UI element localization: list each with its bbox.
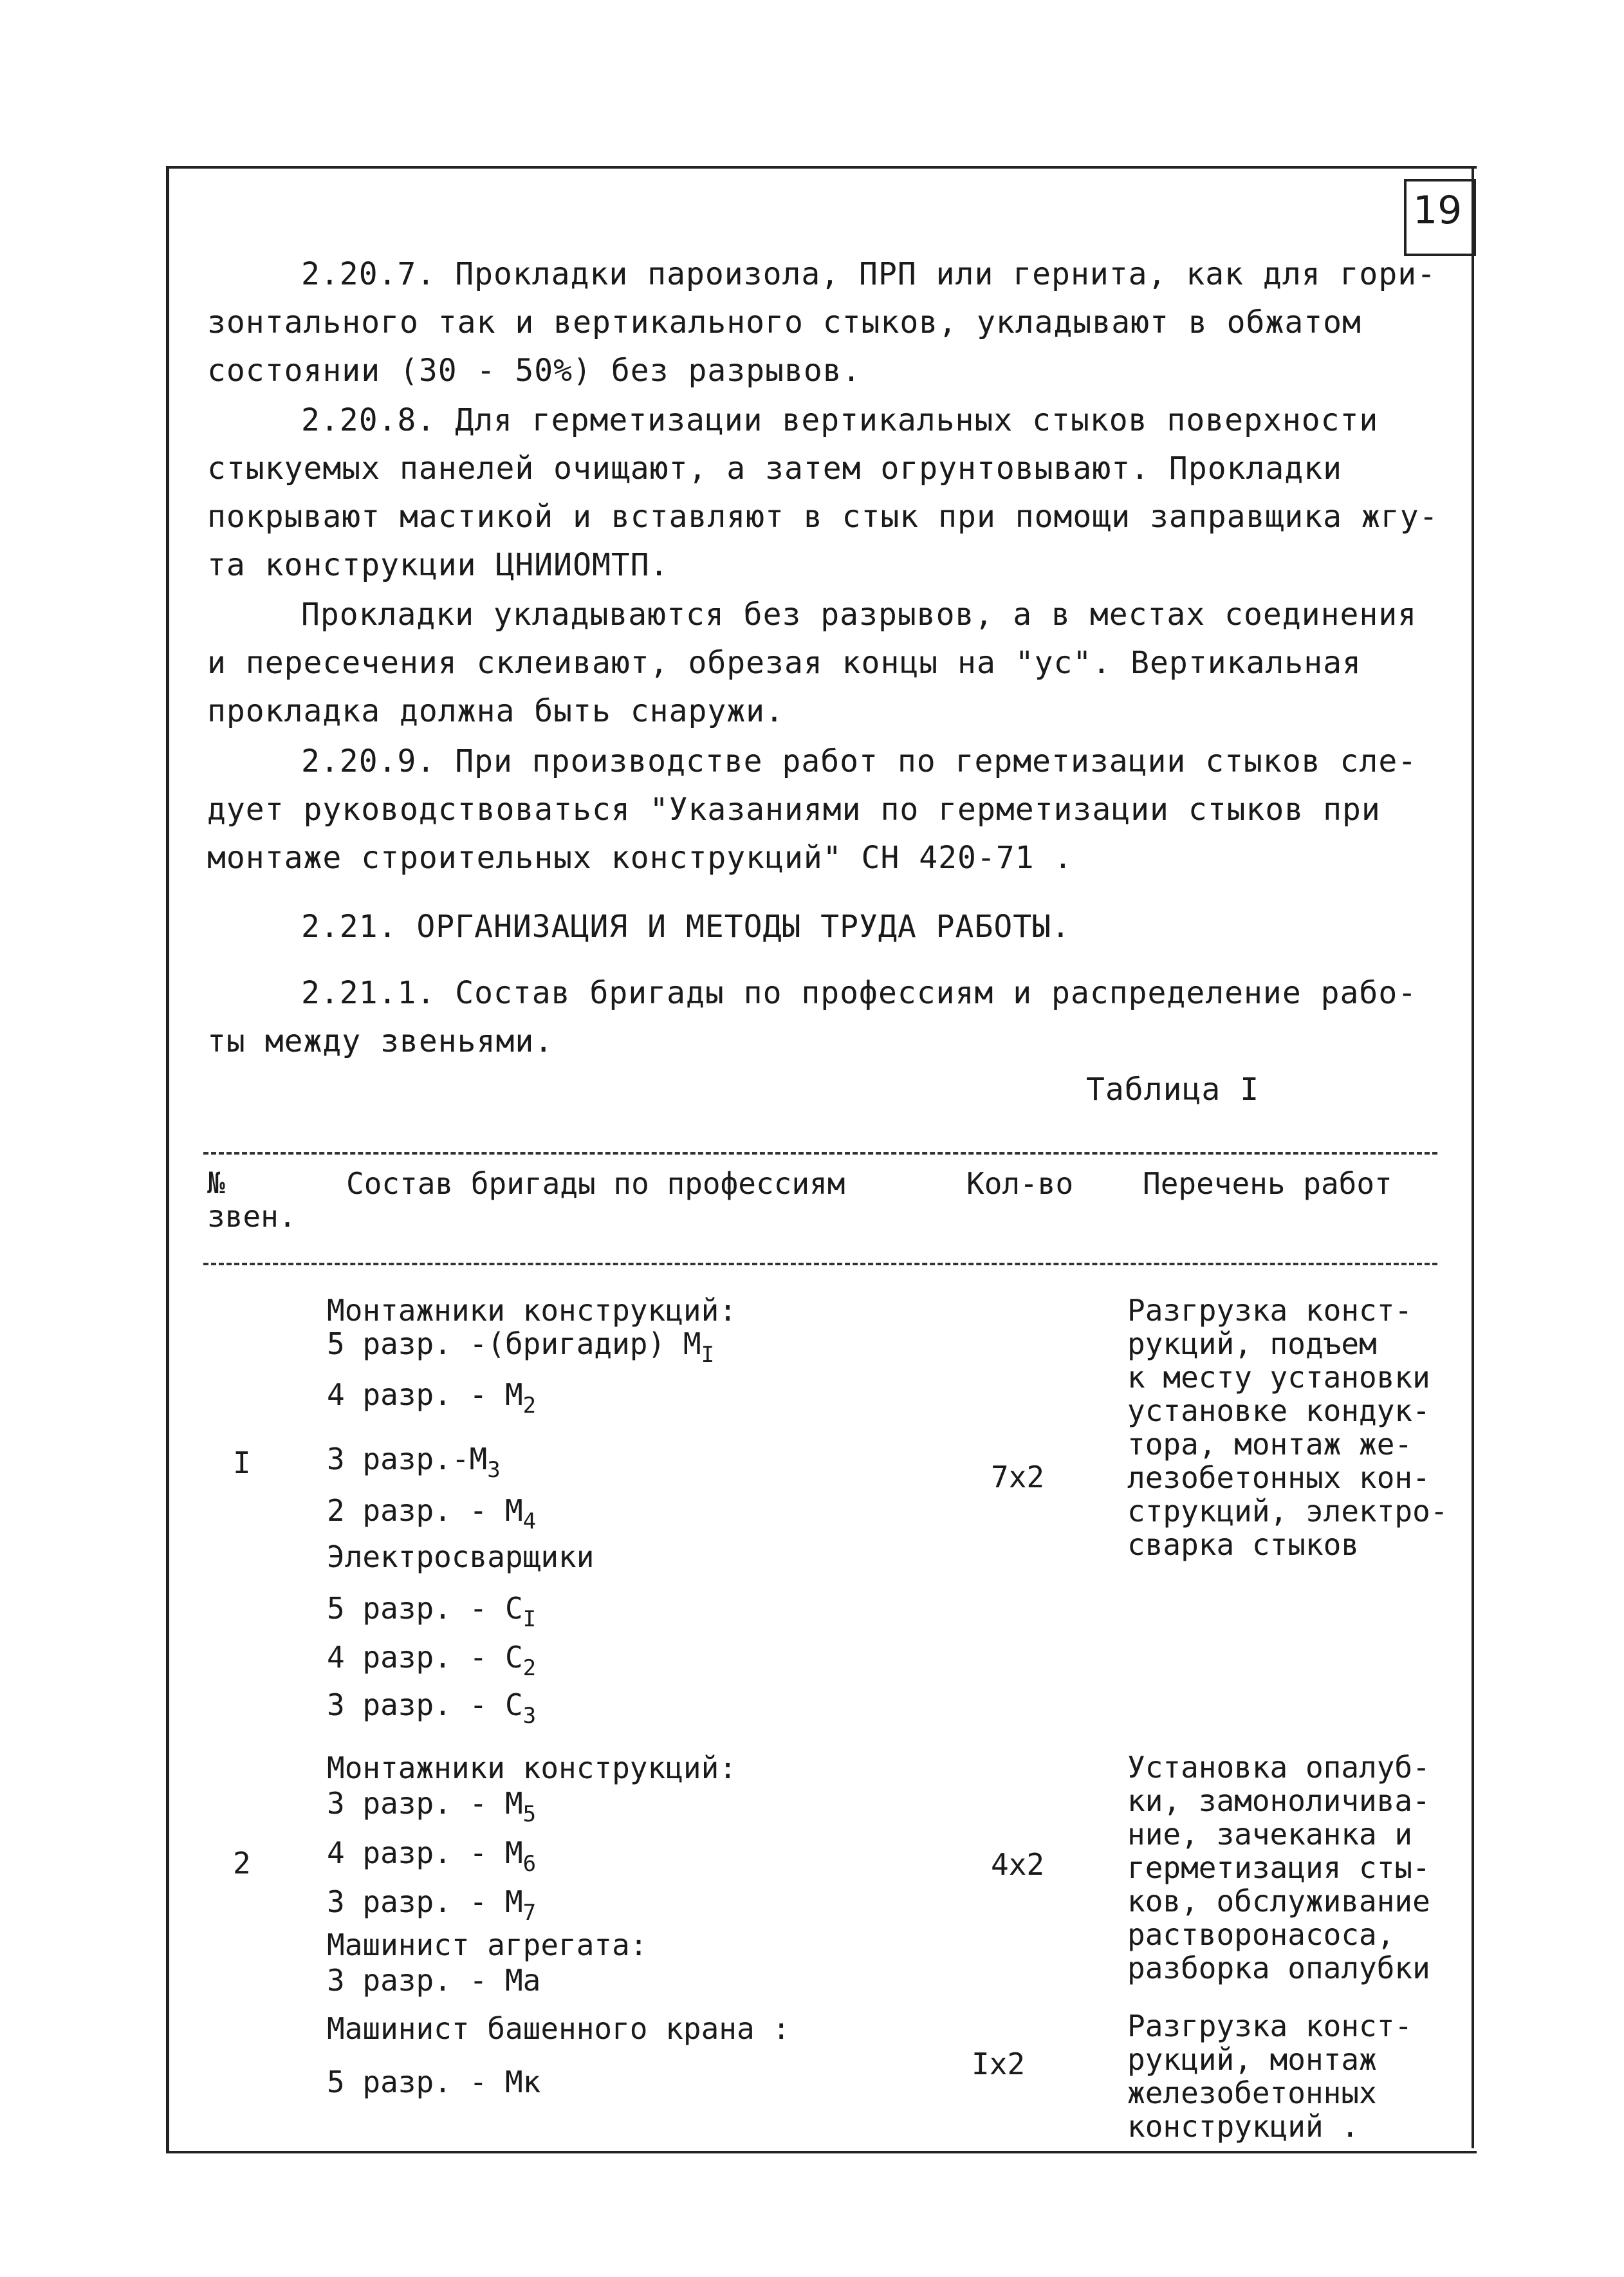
row-1-quantity: 7х2 [991, 1460, 1045, 1494]
row-1-comp-text: 4 разр. - С [327, 1640, 523, 1675]
page-frame-right-edge [1472, 166, 1474, 2148]
paragraph-2-20-8-line-2: стыкуемых панелей очищают, а затем огрунтовывают. Прокладки [207, 451, 1343, 487]
row-2-works-line: ки, замоноличива- [1127, 1783, 1430, 1818]
header-number-of-link [207, 1166, 296, 1233]
row-1-comp-text: 2 разр. - М [327, 1493, 523, 1528]
paragraph-prokladki-line-2: и пересечения склеивают, обрезая концы на "ус". Вертикальная [207, 645, 1361, 681]
row-1-comp-line-8 [327, 1640, 536, 1681]
paragraph-2-20-8-line-4: та конструкции ЦНИИОМТП. [207, 547, 669, 583]
row-2-works-line: герметизация сты- [1127, 1850, 1430, 1885]
header-composition: Состав бригады по профессиям [346, 1166, 845, 1201]
paragraph-2-20-8-line-1: 2.20.8. Для герметизации вертикальных стыков поверхности [301, 402, 1379, 438]
table-top-rule [203, 1152, 1437, 1155]
row-1-works-line: сварка стыков [1127, 1527, 1360, 1562]
row-1-comp-sub: 2 [522, 1393, 537, 1418]
row-1-comp-text: 4 разр. - М [327, 1377, 523, 1412]
page-number: 19 [1413, 188, 1463, 233]
table-header-bottom-rule [203, 1263, 1437, 1265]
paragraph-2-21-1-line-2: ты между звеньями. [207, 1023, 554, 1059]
row-2-comp-text: 3 разр. - М [327, 1786, 523, 1821]
row-2-works [1127, 1751, 1430, 1985]
row-1-comp-sub: 3 [522, 1703, 537, 1729]
row-2-comp-line-5: Машинист агрегата: [327, 1928, 648, 1962]
table-caption: Таблица I [1086, 1072, 1260, 1108]
header-link-label: звен. [207, 1199, 297, 1234]
row-1-comp-sub: 4 [522, 1509, 537, 1534]
row-2-works-line: ков, обслуживание [1127, 1884, 1430, 1919]
paragraph-2-20-9-line-2: дует руководствоваться "Указаниями по герметизации стыков при [207, 792, 1381, 828]
row-3-works-line: конструкций . [1127, 2109, 1360, 2144]
row-3-works [1127, 2009, 1412, 2143]
paragraph-prokladki-line-3: прокладка должна быть снаружи. [207, 693, 784, 729]
row-2-comp-line-1: Монтажники конструкций: [327, 1751, 737, 1785]
paragraph-2-20-7-line-1: 2.20.7. Прокладки пароизола, ПРП или гернита, как для гори- [301, 256, 1437, 292]
paragraph-prokladki-line-1: Прокладки укладываются без разрывов, а в местах соединения [301, 597, 1417, 633]
row-3-works-line: Разгрузка конст- [1127, 2009, 1413, 2043]
row-2-number: 2 [233, 1846, 251, 1881]
row-2-comp-sub: 7 [522, 1900, 537, 1926]
paragraph-2-20-9-line-3: монтаже строительных конструкций" СН 420-71 . [207, 840, 1073, 876]
row-1-works-line: лезобетонных кон- [1127, 1460, 1430, 1495]
row-1-number: I [233, 1445, 251, 1480]
row-3-comp-line-1: Машинист башенного крана : [327, 2011, 791, 2046]
paragraph-2-20-9-line-1: 2.20.9. При производстве работ по герметизации стыков сле- [301, 743, 1417, 779]
row-2-comp-text: 3 разр. - М [327, 1884, 523, 1919]
row-1-comp-line: Монтажники конструкций: [327, 1293, 737, 1328]
header-works: Перечень работ [1143, 1166, 1392, 1201]
row-1-works-line: к месту установки [1127, 1360, 1430, 1395]
row-2-comp-line-6: 3 разр. - Ма [327, 1963, 541, 1998]
row-1-comp-line-7 [327, 1591, 536, 1632]
row-1-comp-sub: I [522, 1606, 537, 1632]
row-2-comp-sub: 6 [522, 1851, 537, 1877]
row-1-comp-line-6: Электросварщики [327, 1539, 595, 1574]
row-2-works-line: разборка опалубки [1127, 1951, 1430, 1985]
row-1-comp-sub: 3 [487, 1457, 501, 1483]
row-1-works-line: рукций, подъем [1127, 1326, 1377, 1361]
row-1-comp-line [327, 1327, 737, 1371]
row-1-comp-text: 3 разр.-М [327, 1442, 488, 1476]
row-3-comp-line-2: 5 разр. - Мк [327, 2065, 541, 2099]
row-1-comp-line-3 [327, 1377, 536, 1418]
paragraph-2-20-8-line-3: покрывают мастикой и вставляют в стык при помощи заправщика жгу- [207, 499, 1439, 535]
row-2-works-line: Установка опалуб- [1127, 1750, 1430, 1785]
row-1-comp-text: 3 разр. - С [327, 1687, 523, 1722]
row-3-works-line: железобетонных [1127, 2076, 1377, 2110]
header-quantity: Кол-во [966, 1166, 1074, 1201]
row-1-works [1127, 1294, 1448, 1561]
row-1-works-line: тора, монтаж же- [1127, 1427, 1413, 1462]
row-1-comp-line-5 [327, 1493, 536, 1534]
row-1-works-line: установке кондук- [1127, 1393, 1430, 1428]
row-2-works-line: растворонасоса, [1127, 1917, 1395, 1952]
row-2-quantity: 4х2 [991, 1847, 1045, 1882]
row-1-comp-line-9 [327, 1687, 536, 1729]
row-2-comp-sub: 5 [522, 1801, 537, 1827]
row-1-composition [327, 1294, 737, 1371]
row-2-works-line: ние, зачеканка и [1127, 1817, 1413, 1852]
paragraph-2-20-7-line-2: зонтального так и вертикального стыков, укладывают в обжатом [207, 304, 1361, 340]
row-1-works-line: струкций, электро- [1127, 1494, 1448, 1529]
row-2-comp-line-3 [327, 1836, 536, 1877]
paragraph-2-21-1-line-1: 2.21.1. Состав бригады по профессиям и распределение рабо- [301, 975, 1417, 1011]
row-3-works-line: рукций, монтаж [1127, 2042, 1377, 2077]
section-heading-2-21: 2.21. ОРГАНИЗАЦИЯ И МЕТОДЫ ТРУДА РАБОТЫ. [301, 909, 1071, 945]
row-1-comp-sub: 2 [522, 1655, 537, 1681]
row-2-comp-line-2 [327, 1786, 536, 1827]
row-1-comp-sub: I [701, 1342, 715, 1368]
header-number-sign: № [207, 1166, 225, 1200]
row-2-comp-text: 4 разр. - М [327, 1836, 523, 1870]
row-1-comp-text: 5 разр. - С [327, 1591, 523, 1626]
paragraph-2-20-7-line-3: состоянии (30 - 50%) без разрывов. [207, 353, 862, 389]
row-3-quantity: Iх2 [972, 2047, 1026, 2081]
row-1-comp-line-4 [327, 1442, 501, 1483]
row-2-comp-line-4 [327, 1884, 536, 1926]
row-1-comp-text: 5 разр. -(бригадир) М [327, 1326, 701, 1361]
row-1-works-line: Разгрузка конст- [1127, 1293, 1413, 1328]
